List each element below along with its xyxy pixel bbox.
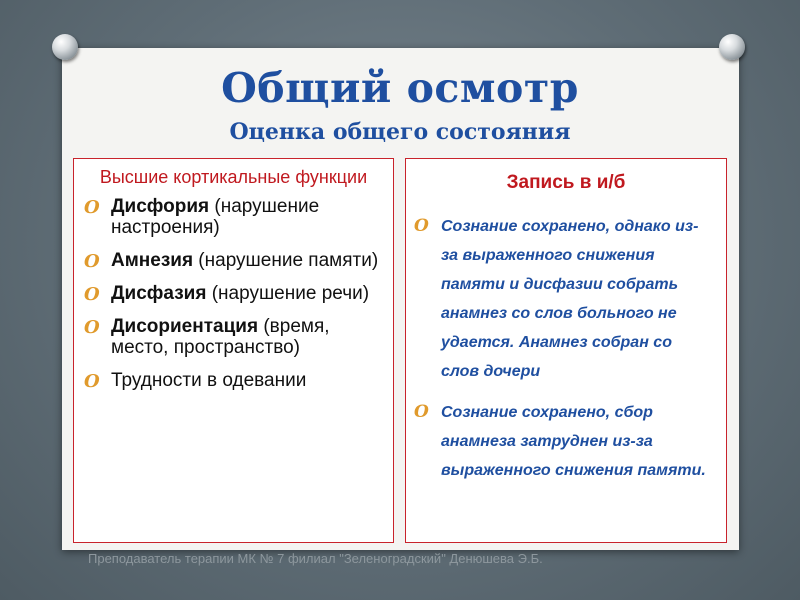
- slide-title: Общий осмотр: [221, 64, 579, 112]
- item-detail: (нарушение речи): [206, 283, 370, 304]
- item-detail: (время, место, пространство): [111, 316, 330, 358]
- footer-credit: Преподаватель терапии МК № 7 филиал "Зеленоградский" Денюшева Э.Б.: [88, 551, 543, 566]
- list-item: [74, 196, 393, 238]
- list-item: [74, 370, 393, 391]
- record-heading: Запись в и/б: [506, 172, 626, 193]
- bullet-icon: O: [84, 251, 100, 272]
- item-term: Дисфазия: [111, 283, 207, 304]
- list-item: [74, 250, 393, 271]
- item-detail: (нарушение памяти): [193, 250, 379, 271]
- record-panel: [405, 158, 727, 543]
- list-item: [74, 316, 393, 358]
- pushpin-left-icon: [52, 34, 78, 60]
- note-text: Сознание сохранено, однако из-за выраженного снижения памяти и дисфазии собрать анамнез со слов больного не удается. Анамнез собран со слов дочери: [441, 218, 699, 380]
- bullet-icon: O: [84, 317, 100, 338]
- item-detail: Трудности в одевании: [111, 370, 307, 391]
- note-text: Сознание сохранено, сбор анамнеза затруднен из-за выраженного снижения памяти.: [441, 404, 706, 479]
- item-detail: (нарушение настроения): [111, 196, 320, 238]
- pushpin-right-icon: [719, 34, 745, 60]
- list-item: [406, 398, 726, 485]
- item-term: Дисориентация: [111, 316, 259, 337]
- functions-heading: Высшие кортикальные функции: [99, 167, 368, 187]
- list-item: [74, 283, 393, 304]
- bullet-icon: O: [414, 402, 429, 422]
- item-term: Амнезия: [111, 250, 194, 271]
- bullet-icon: O: [84, 284, 100, 305]
- item-term: Дисфория: [111, 196, 210, 217]
- bullet-icon: O: [84, 371, 100, 392]
- slide-subtitle: Оценка общего состояния: [229, 119, 571, 145]
- list-item: [406, 212, 726, 386]
- bullet-icon: O: [414, 216, 429, 236]
- record-notes-list: [406, 212, 726, 485]
- bullet-icon: O: [84, 197, 100, 218]
- functions-list: [74, 196, 393, 391]
- functions-panel: [73, 158, 394, 543]
